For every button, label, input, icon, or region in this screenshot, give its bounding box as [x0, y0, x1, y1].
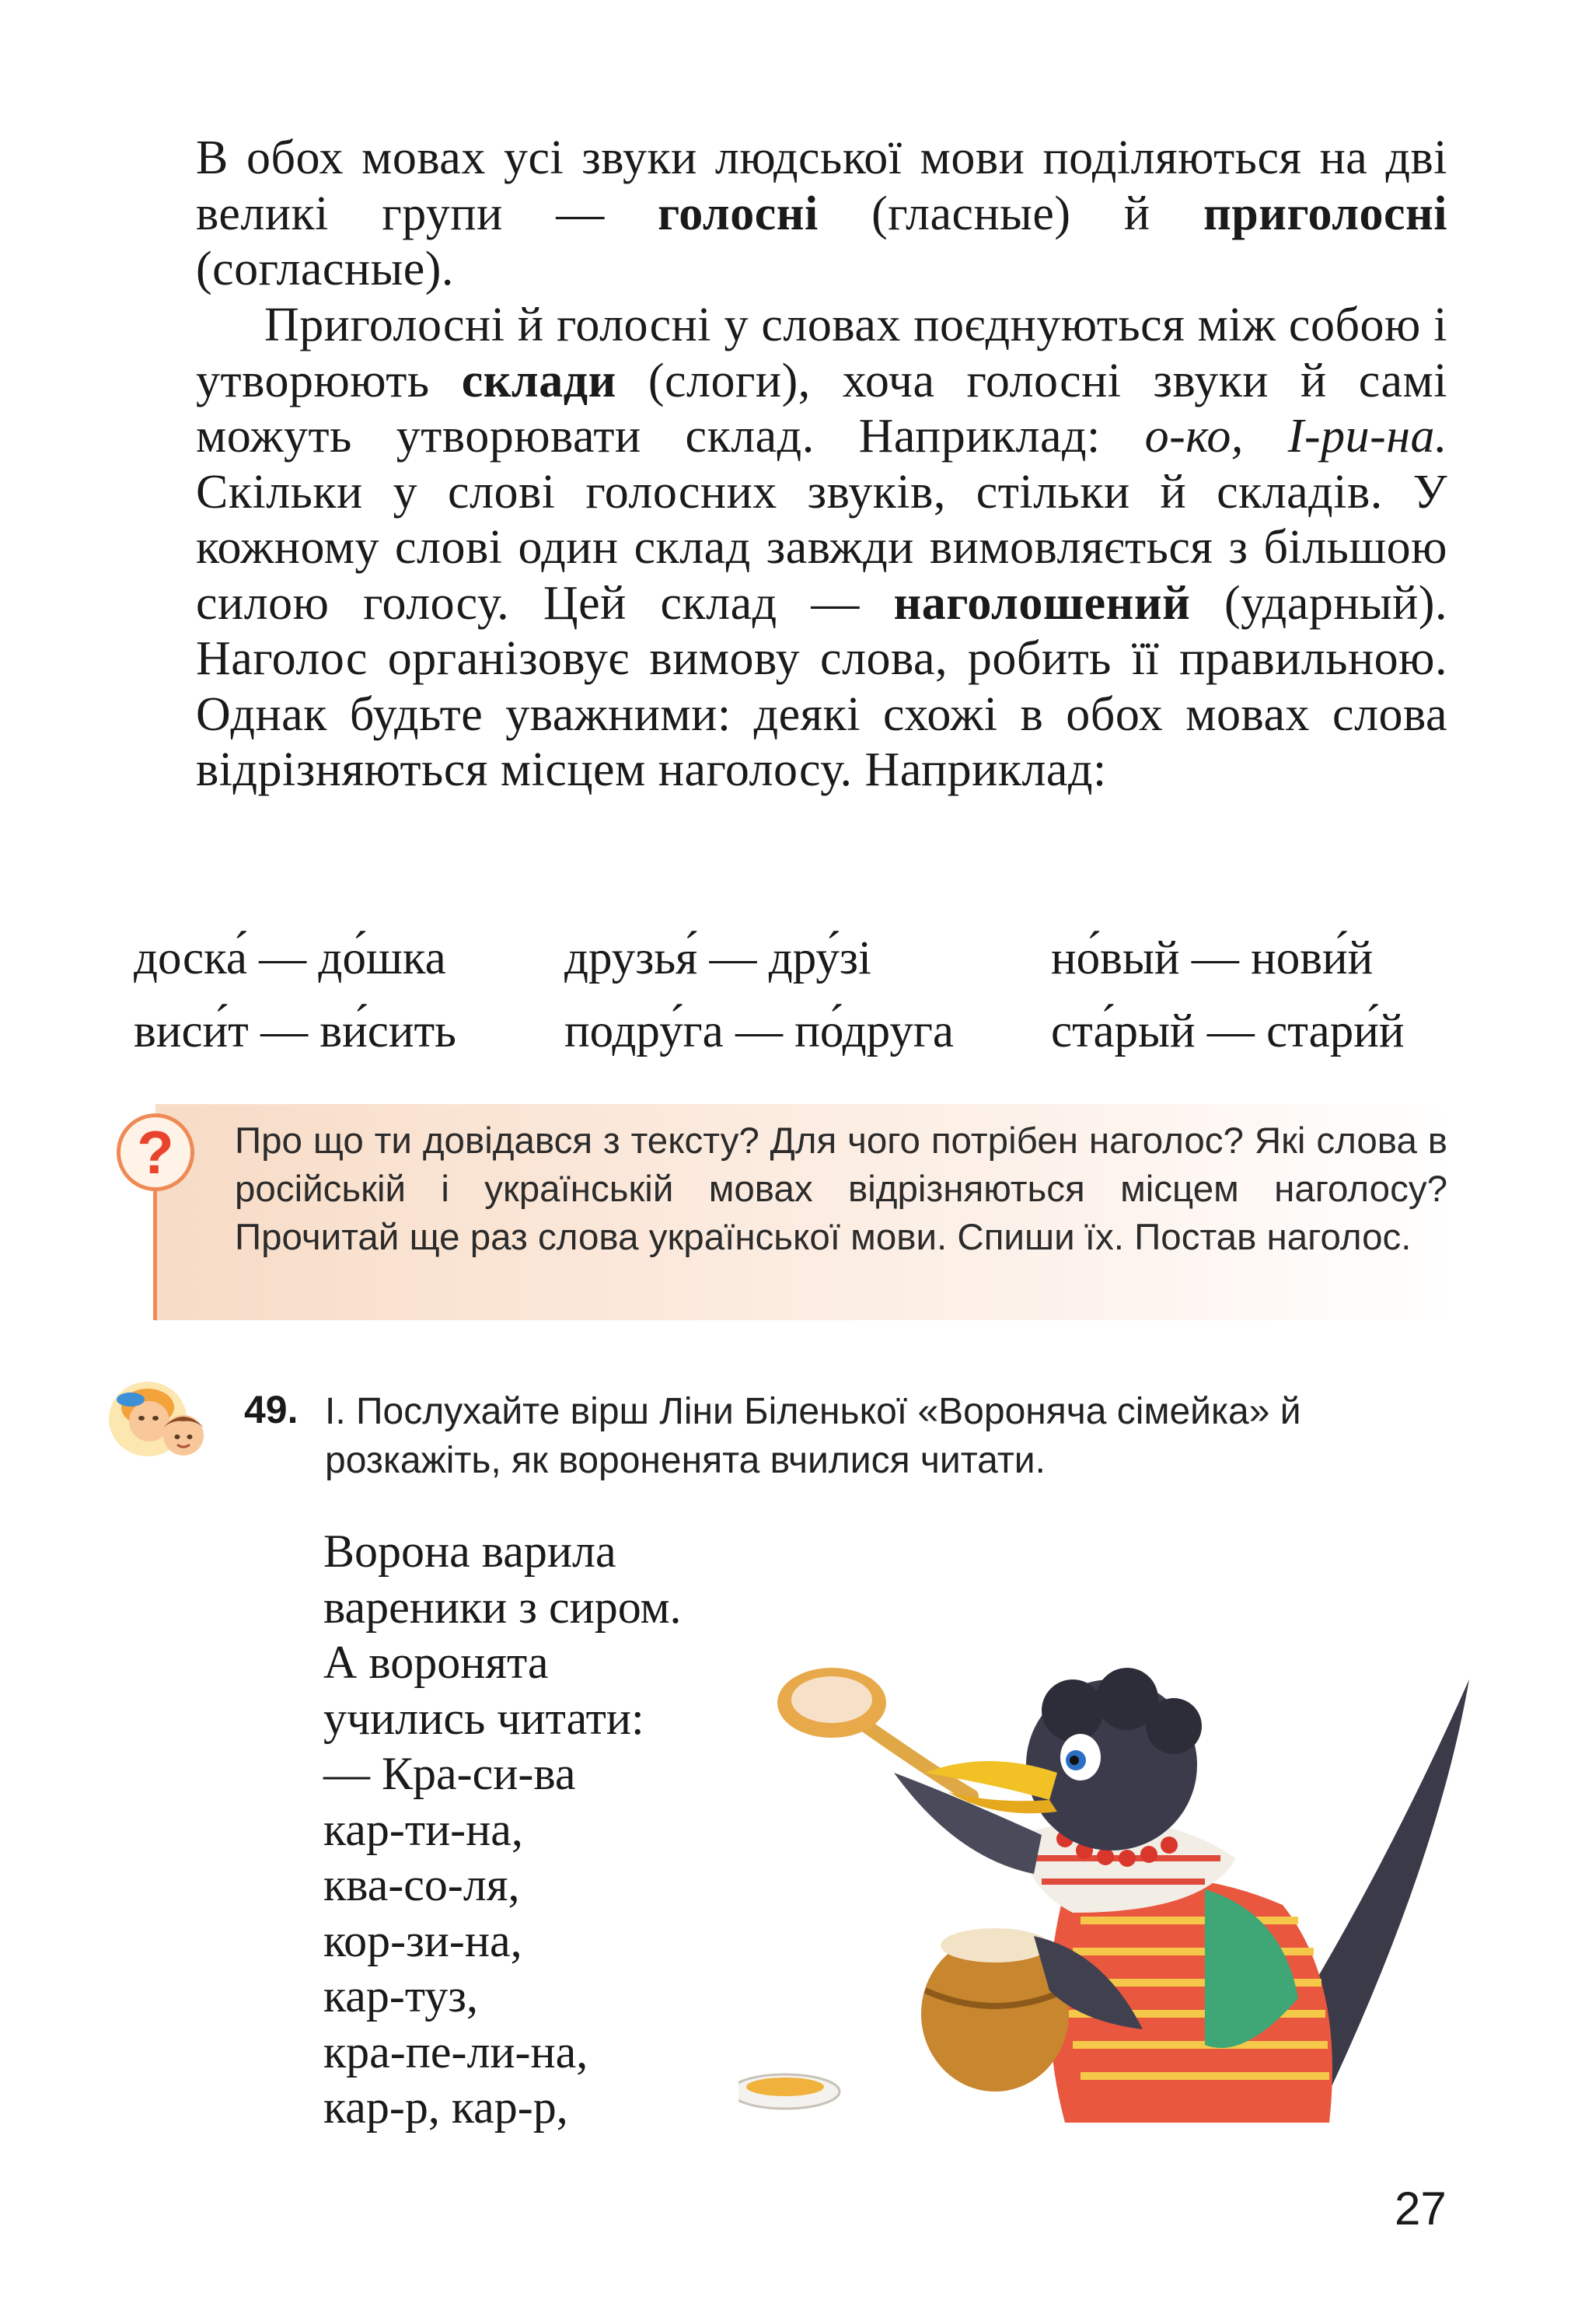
poem — [323, 1524, 682, 2136]
page-number: 27 — [1395, 2182, 1447, 2235]
poem-line: кар-туз, — [323, 1970, 478, 2022]
poem-line: кра-пе-ли-на, — [323, 2025, 588, 2078]
poem-line: Ворона варила — [323, 1525, 616, 1577]
poem-line: учились читати: — [323, 1692, 644, 1744]
example-row — [134, 931, 1471, 1005]
poem-line: ква-со-ля, — [323, 1859, 520, 1910]
example-pair: виси́т — ви́сить — [134, 1005, 456, 1057]
text-run: (слоги), хоча голосні звуки й самі можуть утворювати склад. Наприклад: — [196, 354, 1448, 463]
children-listening-icon — [107, 1376, 224, 1466]
text-run: (ударный). Наголос організовує вимову слова, робить її правильною. Однак будьте уважними: деякі схожі в обох мовах слова відрізняються місцем наголосу. Наприклад: — [196, 576, 1448, 796]
example-pair: ста́рый — стари́й — [1051, 1005, 1405, 1057]
intro-paragraph — [196, 131, 1447, 298]
poem-line: — Кра-си-ва — [323, 1748, 576, 1799]
text-run: (гласные) й — [818, 187, 1204, 240]
text-run: В обох мовах усі звуки людської мови поділяються на дві великі групи — — [196, 131, 1447, 240]
exercise-number: 49. — [244, 1388, 298, 1431]
term-stressed: наголошений — [893, 576, 1191, 630]
crow-illustration — [738, 1656, 1508, 2142]
example-pair: подру́га — по́друга — [564, 1005, 954, 1057]
poem-line: кар-ти-на, — [323, 1803, 523, 1855]
example-syllables: о-ко, І-ри-на. — [1144, 410, 1447, 463]
term-consonants: приголосні — [1203, 187, 1447, 240]
term-syllables: склади — [461, 354, 616, 407]
text-run: Приголосні й голосні у словах поєднуються між собою і утворюють — [196, 299, 1447, 407]
question-box-line — [153, 1188, 157, 1320]
example-row — [134, 1005, 1471, 1078]
exercise-instruction: І. Послухайте вірш Ліни Біленької «Вороняча сімейка» й розкажіть, як вороненята вчилися читати. — [325, 1391, 1301, 1481]
question-mark-icon — [117, 1113, 194, 1191]
poem-line: кар-р, кар-р, — [323, 2081, 568, 2133]
poem-line: кор-зи-на, — [323, 1914, 522, 1966]
poem-line: А воронята — [323, 1637, 549, 1688]
text-run: Скільки у слові голосних звуків, стільки й складів. У кожному слові один склад завжди вимовляється з більшою силою голосу. Цей склад — — [196, 465, 1447, 630]
term-vowels: голосні — [658, 187, 819, 240]
example-pair: друзья́ — дру́зі — [564, 932, 871, 984]
question-text: Про що ти довідався з тексту? Для чого потрібен наголос? Які слова в російській і українській мовах відрізняються місцем наголосу? Прочитай ще раз слова української мови. Спиши їх. Постав наголос. — [235, 1120, 1447, 1258]
poem-line: вареники з сиром. — [323, 1581, 682, 1633]
example-pair: но́вый — нови́й — [1051, 932, 1374, 984]
example-pair: доска́ — до́шка — [134, 932, 446, 984]
syllables-paragraph — [196, 298, 1447, 799]
stress-examples — [134, 931, 1471, 1078]
question-mark-glyph: ? — [137, 1118, 174, 1186]
text-run: (согласные). — [196, 243, 454, 295]
